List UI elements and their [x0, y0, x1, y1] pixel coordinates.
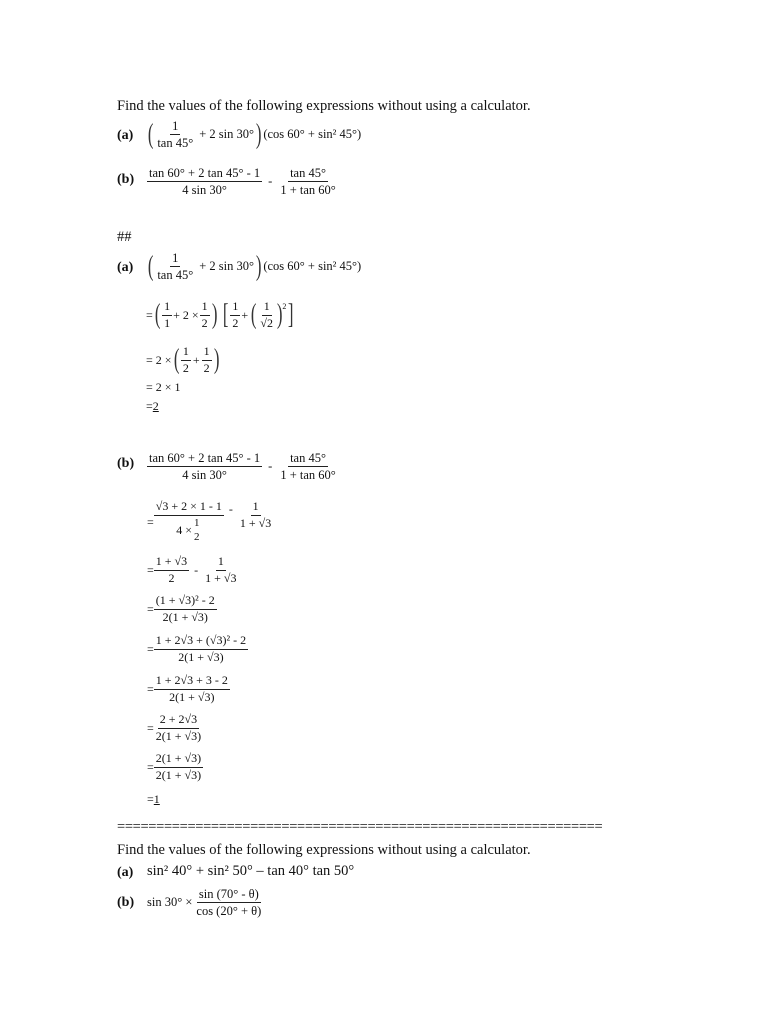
- restated-term: + 2 sin 30°: [199, 259, 254, 274]
- left-square-bracket: [: [222, 299, 229, 331]
- divider-line: ==============================================================: [117, 819, 603, 835]
- q1-a-term: + 2 sin 30°: [199, 127, 254, 142]
- right-bracket: ): [255, 118, 262, 150]
- solution-a-label: (a): [117, 260, 134, 275]
- left-bracket: (: [147, 250, 154, 282]
- step-fraction: $\frac{1}{1 + √3}$: [205, 554, 237, 585]
- q1-b-fraction-1: $\frac{\tan 60^\circ + 2 \tan 45^\circ - 1}{4 \sin 30^\circ}$: [149, 166, 261, 198]
- step-fraction: $\frac{1}{1}$: [164, 299, 171, 330]
- q2-b-fraction: $\frac{\sin (70^\circ - \theta)}{\cos (20^\circ + \theta)}$: [196, 887, 262, 919]
- solution-b-restated: [147, 451, 338, 483]
- equals-sign: =: [147, 681, 154, 696]
- equals-sign: =: [147, 514, 154, 529]
- exponent: 2: [282, 302, 287, 311]
- equals-sign: =: [146, 399, 153, 413]
- solution-b-step-2: [147, 555, 239, 586]
- solution-a-step-2: [146, 345, 221, 376]
- q1-b-fraction-2: $\frac{\tan 45^\circ}{1 + \tan 60^\circ}$: [280, 166, 336, 198]
- right-bracket: ): [213, 344, 220, 376]
- q2-part-b-label: (b): [117, 895, 135, 910]
- solution-b-step-3: [147, 594, 217, 625]
- step-operator: + 2 ×: [173, 307, 199, 322]
- part-b-label: (b): [117, 172, 135, 187]
- minus-sign: -: [268, 174, 273, 189]
- q1-a-expression: [146, 119, 361, 151]
- left-bracket: (: [154, 299, 161, 331]
- step-fraction: $\frac{2 + 2√3}{2(1 + √3)}$: [155, 712, 202, 743]
- plus-sign: +: [192, 352, 200, 367]
- minus-sign: -: [194, 562, 199, 577]
- left-bracket: (: [250, 299, 257, 331]
- separator-hash: ##: [117, 229, 132, 245]
- step-fraction: $\frac{1 + √3}{2}$: [155, 554, 188, 585]
- step-prefix: = 2 ×: [146, 352, 172, 367]
- equals-sign: =: [147, 641, 154, 656]
- solution-b-step-4: [147, 634, 248, 665]
- solution-a-step-3: = 2 × 1: [146, 380, 181, 394]
- right-bracket: ): [211, 299, 218, 331]
- solution-b-step-7: [147, 752, 203, 783]
- restated-fraction: $\frac{1}{\tan 45^\circ}$: [157, 251, 194, 283]
- q2-part-a-label: (a): [117, 865, 134, 880]
- restated-fraction-1: $\frac{\tan 60^\circ + 2 \tan 45^\circ - 1}{4 \sin 30^\circ}$: [149, 451, 261, 483]
- question-heading: Find the values of the following expressions without using a calculator.: [117, 98, 531, 114]
- restated-factor: (cos 60° + sin² 45°): [263, 259, 362, 274]
- q1-b-expression: [147, 166, 338, 198]
- part-a-label: (a): [117, 128, 134, 143]
- right-bracket: ): [276, 299, 283, 331]
- solution-b-result: [147, 792, 160, 807]
- plus-sign: +: [241, 307, 249, 322]
- step-fraction: $\frac{1}{2}$: [203, 344, 210, 375]
- denominator-prefix: 4 ×: [176, 522, 192, 537]
- result-value: 1: [153, 792, 160, 806]
- step-fraction: $\frac{\text{1 + 2√3 + (√3)² - 2}}{2(1 + √3)}$: [155, 633, 247, 664]
- step-fraction: $\frac{1}{2}$: [201, 299, 208, 330]
- equals-sign: =: [146, 307, 153, 322]
- q1-a-factor: (cos 60° + sin² 45°): [263, 127, 362, 142]
- solution-b-step-6: [147, 713, 203, 744]
- solution-a-step-1: [146, 300, 296, 331]
- right-bracket: ): [255, 250, 262, 282]
- restated-fraction-2: $\frac{\tan 45^\circ}{1 + \tan 60^\circ}$: [280, 451, 336, 483]
- step-fraction: $\frac{1}{2}$: [232, 299, 239, 330]
- solution-b-step-1: [147, 500, 273, 544]
- solution-a-restated: [146, 251, 361, 283]
- equals-sign: =: [147, 720, 154, 735]
- left-bracket: (: [173, 344, 180, 376]
- step-fraction: $\frac{1}{2}$: [182, 344, 189, 375]
- question-2-heading: Find the values of the following expressions without using a calculator.: [117, 842, 531, 858]
- minus-sign: -: [228, 502, 233, 516]
- left-bracket: (: [147, 118, 154, 150]
- equals-sign: =: [147, 759, 154, 774]
- result-value: 2: [152, 399, 159, 413]
- equals-sign: =: [147, 601, 154, 616]
- solution-a-result: [146, 399, 159, 414]
- step-fraction: √3 + 2 × 1 - 1 4 × 1 2: [155, 499, 222, 544]
- solution-b-step-5: [147, 674, 230, 705]
- minus-sign: -: [268, 459, 273, 474]
- q2-b-prefix: sin 30° ×: [147, 895, 193, 910]
- q2-b-expression: [147, 887, 263, 919]
- equals-sign: =: [147, 562, 154, 577]
- q1-a-fraction: $\frac{1}{\tan 45^\circ}$: [157, 119, 194, 151]
- inner-fraction: 1 2: [193, 516, 200, 544]
- step-fraction: $\frac{\text{(1 + √3)² - 2}}{2(1 + √3)}$: [155, 593, 215, 624]
- equals-sign: =: [147, 792, 154, 806]
- right-square-bracket: ]: [288, 299, 294, 331]
- step-fraction: $\frac{2(1 + √3)}{2(1 + √3)}$: [155, 751, 202, 782]
- step-fraction: $\frac{1}{1 + √3}$: [239, 499, 272, 530]
- q2-a-expression: sin² 40° + sin² 50° – tan 40° tan 50°: [147, 863, 355, 879]
- step-fraction: $\frac{1 + 2√3 + 3 - 2}{2(1 + √3)}$: [155, 673, 228, 704]
- step-fraction: $\frac{1}{√2}$: [260, 299, 274, 330]
- solution-b-label: (b): [117, 456, 135, 471]
